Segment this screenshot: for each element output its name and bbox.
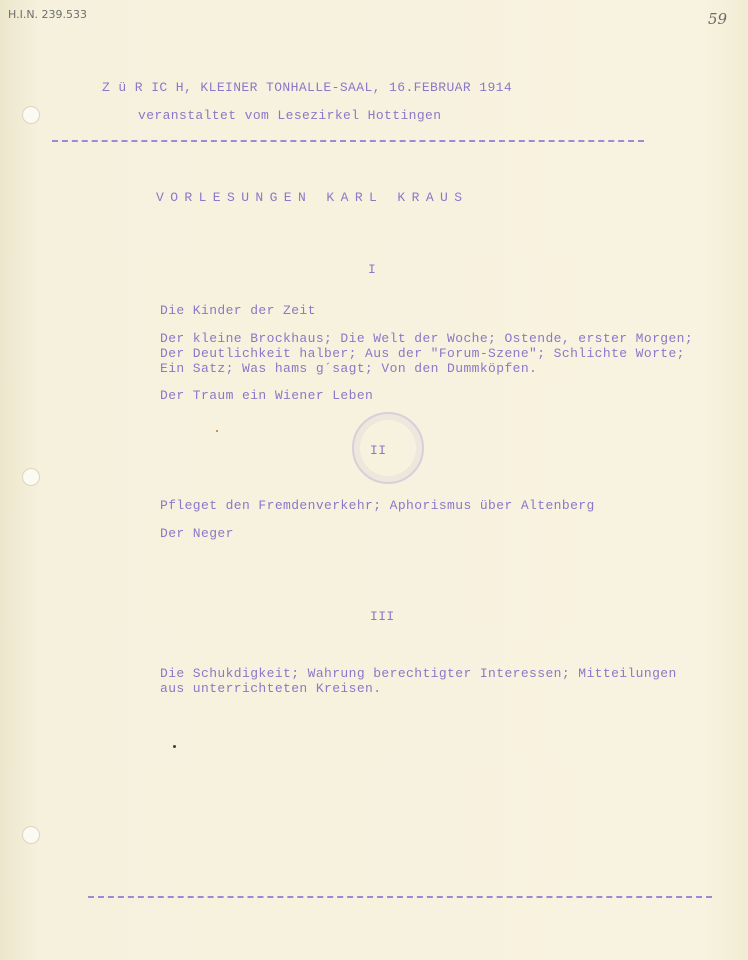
ink-speck — [216, 430, 218, 432]
program-line: Pfleget den Fremdenverkehr; Aphorismus über Altenberg — [160, 498, 595, 513]
program-line: Der Neger — [160, 526, 234, 541]
folio-number: 59 — [708, 10, 728, 28]
library-stamp-seal — [352, 412, 424, 484]
program-line: Der Deutlichkeit halber; Aus der "Forum-Szene"; Schlichte Worte; — [160, 346, 685, 361]
punch-hole — [22, 826, 40, 844]
punch-hole — [22, 468, 40, 486]
document-title: VORLESUNGEN KARL KRAUS — [156, 190, 469, 205]
divider-bottom — [88, 896, 712, 898]
archive-pencil-note: H.I.N. 239.533 — [8, 8, 88, 21]
program-line: Der Traum ein Wiener Leben — [160, 388, 374, 403]
ink-speck — [173, 745, 176, 748]
section-numeral-3: III — [370, 609, 395, 624]
program-line: Die Schukdigkeit; Wahrung berechtigter Interessen; Mitteilungen — [160, 666, 677, 681]
program-line: Ein Satz; Was hams g´sagt; Von den Dummköpfen. — [160, 361, 538, 376]
header-venue-date: Z ü R IC H, KLEINER TONHALLE-SAAL, 16.FEBRUAR 1914 — [102, 80, 513, 95]
program-line: aus unterrichteten Kreisen. — [160, 681, 382, 696]
program-line: Der kleine Brockhaus; Die Welt der Woche; Ostende, erster Morgen; — [160, 331, 694, 346]
header-organizer: veranstaltet vom Lesezirkel Hottingen — [138, 108, 442, 123]
punch-hole — [22, 106, 40, 124]
program-line: Die Kinder der Zeit — [160, 303, 316, 318]
section-numeral-1: I — [368, 262, 377, 277]
section-numeral-2: II — [370, 443, 387, 458]
divider-top — [52, 140, 644, 142]
